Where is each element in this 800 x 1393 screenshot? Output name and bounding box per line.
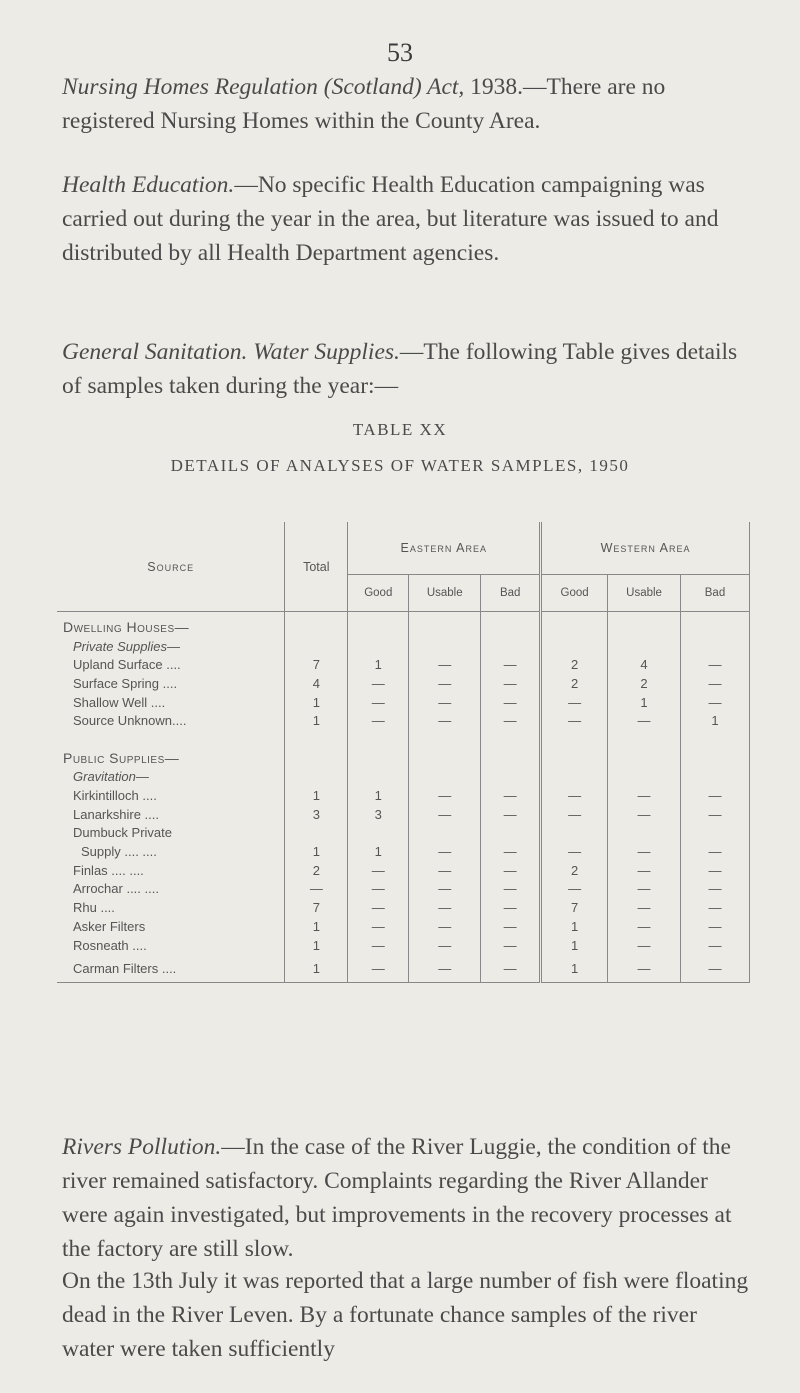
value-cell: — [348, 917, 409, 936]
value-cell: — [541, 842, 608, 861]
page-number: 53 [387, 38, 413, 67]
value-cell: 7 [285, 898, 348, 917]
subsection-gravitation: Gravitation— [73, 769, 149, 785]
text-health-education: —No specific Health Education campaigning was carried out during the year in the area, but literature was issued to and distributed by all Health Department agencies. [62, 172, 719, 266]
table-row [57, 693, 750, 712]
heading-health-education: Health Education. [62, 172, 235, 198]
value-cell: 1 [285, 842, 348, 861]
value-cell: — [681, 936, 750, 955]
section-dwelling-houses: Dwelling Houses— [63, 619, 190, 636]
value-cell: — [681, 917, 750, 936]
source-cell: Asker Filters [73, 918, 146, 934]
value-cell: — [608, 917, 681, 936]
header-source: Source [57, 522, 285, 612]
header-western-usable: Usable [608, 575, 681, 612]
value-cell [285, 824, 348, 843]
value-cell: — [681, 674, 750, 693]
value-cell: 1 [285, 936, 348, 955]
value-cell: — [348, 693, 409, 712]
value-cell: 4 [285, 674, 348, 693]
heading-general-sanitation: General Sanitation. Water Supplies. [62, 339, 400, 365]
value-cell: — [681, 842, 750, 861]
value-cell: — [348, 954, 409, 983]
value-cell [608, 824, 681, 843]
value-cell: — [481, 655, 541, 674]
header-eastern-usable: Usable [409, 575, 481, 612]
value-cell: 1 [541, 917, 608, 936]
value-cell: — [681, 954, 750, 983]
value-cell: — [541, 786, 608, 805]
source-cell: Rosneath .... [73, 937, 147, 953]
paragraph-nursing-homes [62, 70, 752, 138]
value-cell [409, 824, 481, 843]
source-cell: Dumbuck Private [73, 825, 172, 841]
value-cell: — [481, 805, 541, 824]
paragraph-general-sanitation [62, 335, 752, 403]
section-public-supplies: Public Supplies— [63, 750, 180, 767]
paragraph-rivers-pollution [62, 1130, 752, 1266]
value-cell: 2 [541, 674, 608, 693]
value-cell: 1 [348, 786, 409, 805]
subsection-private-supplies: Private Supplies— [73, 638, 180, 654]
value-cell: — [409, 693, 481, 712]
source-cell: Finlas .... .... [73, 862, 144, 878]
value-cell: — [409, 861, 481, 880]
value-cell: — [348, 936, 409, 955]
value-cell: — [409, 842, 481, 861]
value-cell: — [681, 786, 750, 805]
value-cell: — [348, 861, 409, 880]
table-row [57, 711, 750, 730]
text-general-sanitation: —The following Table gives details of samples taken during the year:— [62, 339, 738, 399]
value-cell: — [409, 711, 481, 730]
header-western-bad: Bad [681, 575, 750, 612]
table-row [57, 674, 750, 693]
table-title: TABLE XX [352, 420, 448, 439]
table-row [57, 842, 750, 861]
water-samples-table [57, 522, 750, 983]
source-cell: Upland Surface .... [73, 657, 181, 673]
header-western-area: Western Area [541, 522, 750, 575]
value-cell: 1 [285, 711, 348, 730]
table-row [57, 917, 750, 936]
value-cell: — [409, 917, 481, 936]
source-cell: Lanarkshire .... [73, 806, 159, 822]
table-row [57, 786, 750, 805]
value-cell [481, 824, 541, 843]
text-fish-incident: On the 13th July it was reported that a large number of fish were floating dead in the River Leven. By a fortunate chance samples of the river water were taken sufficiently [62, 1268, 749, 1362]
value-cell: 1 [348, 842, 409, 861]
value-cell: 1 [348, 655, 409, 674]
table-row [57, 954, 750, 983]
value-cell [348, 824, 409, 843]
header-eastern-good: Good [348, 575, 409, 612]
text-nursing-homes: 1938.—There are no registered Nursing Homes within the County Area. [62, 74, 666, 134]
value-cell: 2 [285, 861, 348, 880]
value-cell: — [608, 954, 681, 983]
value-cell: — [409, 786, 481, 805]
value-cell: — [285, 880, 348, 899]
value-cell: — [608, 898, 681, 917]
source-cell: Kirkintilloch .... [73, 788, 157, 804]
value-cell: — [481, 954, 541, 983]
value-cell: 3 [348, 805, 409, 824]
value-cell: 3 [285, 805, 348, 824]
header-western-good: Good [541, 575, 608, 612]
value-cell: 1 [285, 693, 348, 712]
value-cell: — [481, 842, 541, 861]
table-row [57, 824, 750, 843]
paragraph-fish-incident [62, 1264, 752, 1366]
value-cell: 1 [681, 711, 750, 730]
heading-rivers-pollution: Rivers Pollution. [62, 1134, 222, 1160]
value-cell: — [409, 880, 481, 899]
value-cell: 1 [285, 786, 348, 805]
table-row [57, 936, 750, 955]
value-cell: — [608, 880, 681, 899]
source-cell: Surface Spring .... [73, 675, 178, 691]
table-row [57, 880, 750, 899]
value-cell: — [409, 898, 481, 917]
value-cell: 1 [285, 917, 348, 936]
value-cell: — [409, 954, 481, 983]
value-cell: — [608, 842, 681, 861]
value-cell: 7 [541, 898, 608, 917]
heading-nursing-homes: Nursing Homes Regulation (Scotland) Act, [62, 74, 465, 100]
value-cell: — [608, 936, 681, 955]
table-subtitle: DETAILS OF ANALYSES OF WATER SAMPLES, 1950 [170, 456, 630, 475]
value-cell: — [541, 711, 608, 730]
value-cell: — [409, 936, 481, 955]
value-cell: — [481, 898, 541, 917]
value-cell: — [348, 674, 409, 693]
header-eastern-bad: Bad [481, 575, 541, 612]
value-cell: 2 [541, 861, 608, 880]
value-cell: — [681, 880, 750, 899]
header-eastern-area: Eastern Area [348, 522, 541, 575]
value-cell: — [481, 693, 541, 712]
table-row [57, 898, 750, 917]
value-cell: — [348, 880, 409, 899]
value-cell: — [681, 693, 750, 712]
source-cell: Carman Filters .... [57, 954, 285, 983]
source-cell: Shallow Well .... [73, 694, 166, 710]
value-cell: — [681, 861, 750, 880]
value-cell: — [541, 693, 608, 712]
value-cell: — [608, 861, 681, 880]
value-cell: — [481, 917, 541, 936]
table-row [57, 861, 750, 880]
value-cell: — [481, 861, 541, 880]
header-total: Total [285, 522, 348, 612]
value-cell [541, 824, 608, 843]
value-cell: — [481, 880, 541, 899]
source-cell: Arrochar .... .... [73, 881, 159, 897]
value-cell: — [681, 898, 750, 917]
value-cell: — [481, 711, 541, 730]
paragraph-health-education [62, 168, 752, 270]
value-cell: — [541, 805, 608, 824]
value-cell: — [481, 936, 541, 955]
text-rivers-pollution: —In the case of the River Luggie, the condition of the river remained satisfactory. Complaints regarding the River Allander were again investigated, but improvements in the recovery processes at the factory are still slow. [62, 1134, 732, 1262]
value-cell: 4 [608, 655, 681, 674]
source-cell: Rhu .... [73, 900, 115, 916]
value-cell: 2 [541, 655, 608, 674]
source-cell: Supply .... .... [81, 844, 157, 860]
value-cell [681, 824, 750, 843]
table-row [57, 655, 750, 674]
value-cell: — [608, 805, 681, 824]
value-cell: — [681, 805, 750, 824]
value-cell: — [608, 786, 681, 805]
value-cell: — [409, 805, 481, 824]
value-cell: — [681, 655, 750, 674]
value-cell: 1 [608, 693, 681, 712]
value-cell: 1 [285, 954, 348, 983]
value-cell: 1 [541, 954, 608, 983]
value-cell: 7 [285, 655, 348, 674]
value-cell: 1 [541, 936, 608, 955]
source-cell: Source Unknown.... [73, 713, 187, 729]
value-cell: 2 [608, 674, 681, 693]
value-cell: — [541, 880, 608, 899]
value-cell: — [348, 898, 409, 917]
value-cell: — [481, 786, 541, 805]
value-cell: — [348, 711, 409, 730]
table-row [57, 805, 750, 824]
value-cell: — [409, 674, 481, 693]
value-cell: — [608, 711, 681, 730]
value-cell: — [409, 655, 481, 674]
value-cell: — [481, 674, 541, 693]
